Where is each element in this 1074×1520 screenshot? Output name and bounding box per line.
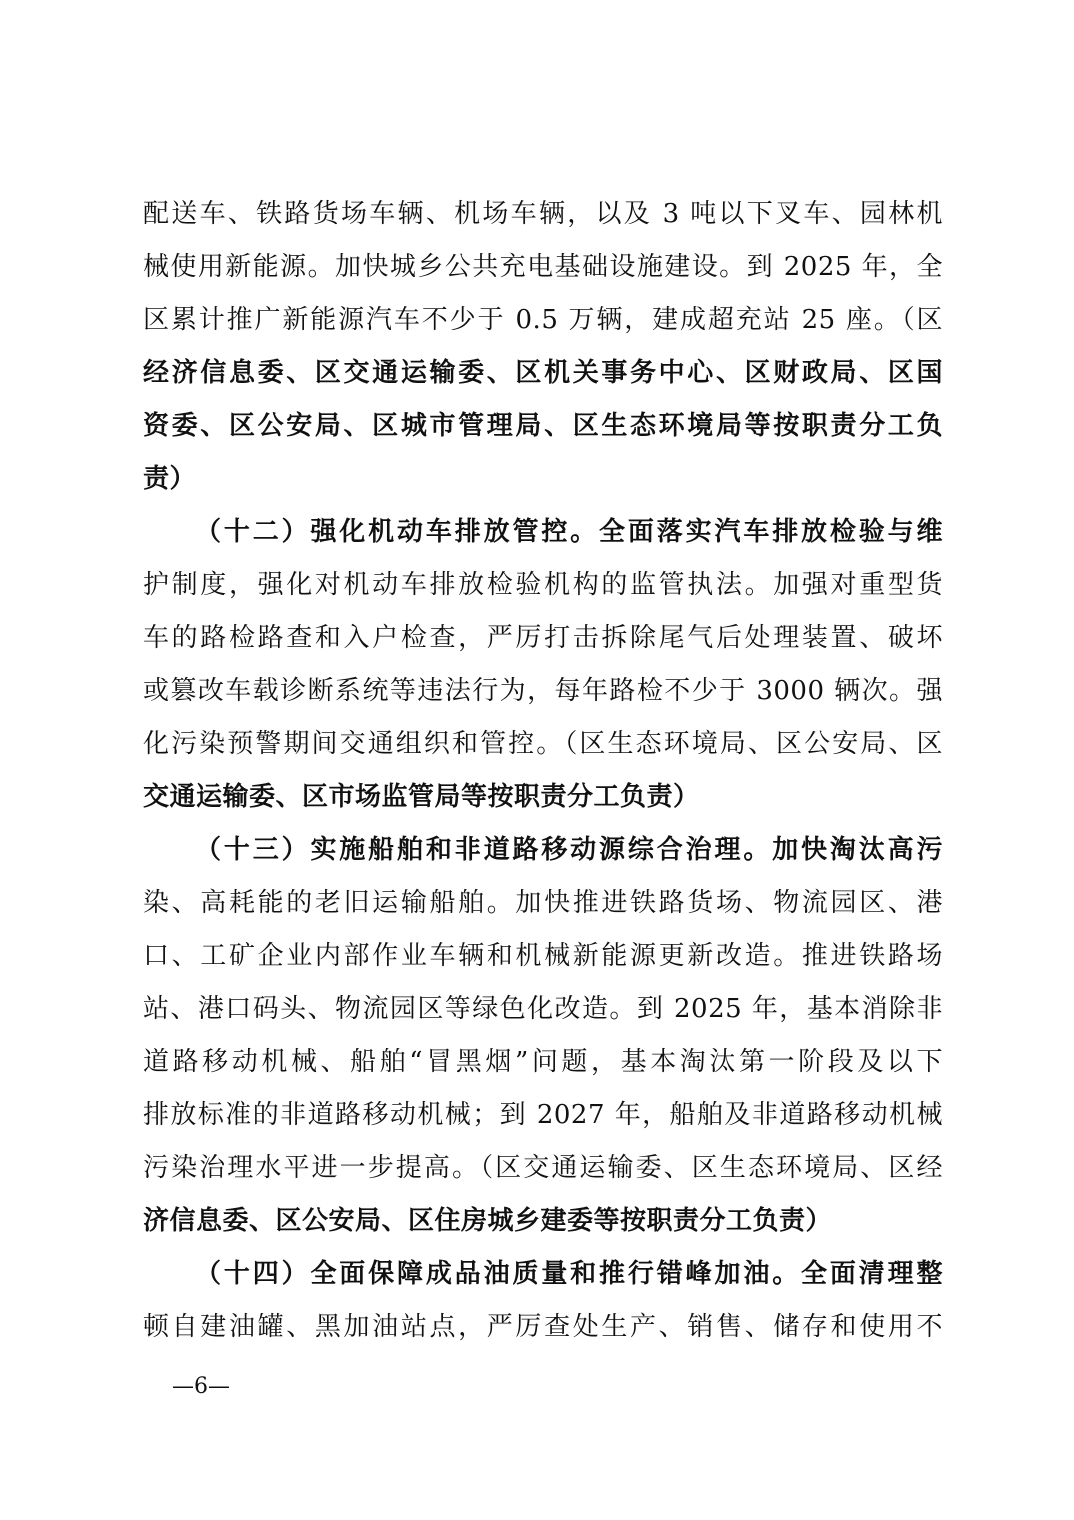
section-heading-line: （十四）全面保障成品油质量和推行错峰加油。全面清理整 [195,1259,943,1289]
text-line: 污染治理水平进一步提高。（区交通运输委、区生态环境局、区经 [143,1153,943,1183]
body-text [143,188,943,1354]
text-line: 道路移动机械、船舶“冒黑烟”问题，基本淘汰第一阶段及以下 [143,1047,943,1077]
text-line: 械使用新能源。加快城乡公共充电基础设施建设。到 2025 年，全 [143,252,943,282]
text-line: 配送车、铁路货场车辆、机场车辆，以及 3 吨以下叉车、园林机 [143,199,943,229]
text-line: 责） [143,464,197,494]
text-line: 口、工矿企业内部作业车辆和机械新能源更新改造。推进铁路场 [143,941,943,971]
text-line: 顿自建油罐、黑加油站点，严厉查处生产、销售、储存和使用不 [143,1312,943,1342]
text-line: 交通运输委、区市场监管局等按职责分工负责） [143,782,700,812]
section-heading-line: （十三）实施船舶和非道路移动源综合治理。加快淘汰高污 [195,835,943,865]
text-line: 或篡改车载诊断系统等违法行为，每年路检不少于 3000 辆次。强 [143,676,943,706]
text-line: 车的路检路查和入户检查，严厉打击拆除尾气后处理装置、破坏 [143,623,943,653]
section-heading-line: （十二）强化机动车排放管控。全面落实汽车排放检验与维 [195,517,943,547]
text-line: 资委、区公安局、区城市管理局、区生态环境局等按职责分工负 [143,411,943,441]
text-line: 染、高耗能的老旧运输船舶。加快推进铁路货场、物流园区、港 [143,888,943,918]
page-number: —6— [172,1374,230,1399]
text-line: 区累计推广新能源汽车不少于 0.5 万辆，建成超充站 25 座。（区 [143,305,943,335]
text-line: 经济信息委、区交通运输委、区机关事务中心、区财政局、区国 [143,358,943,388]
text-line: 排放标准的非道路移动机械；到 2027 年，船舶及非道路移动机械 [143,1100,943,1130]
text-line: 化污染预警期间交通组织和管控。（区生态环境局、区公安局、区 [143,729,943,759]
text-line: 护制度，强化对机动车排放检验机构的监管执法。加强对重型货 [143,570,943,600]
text-line: 站、港口码头、物流园区等绿色化改造。到 2025 年，基本消除非 [143,994,943,1024]
text-line: 济信息委、区公安局、区住房城乡建委等按职责分工负责） [143,1206,833,1236]
